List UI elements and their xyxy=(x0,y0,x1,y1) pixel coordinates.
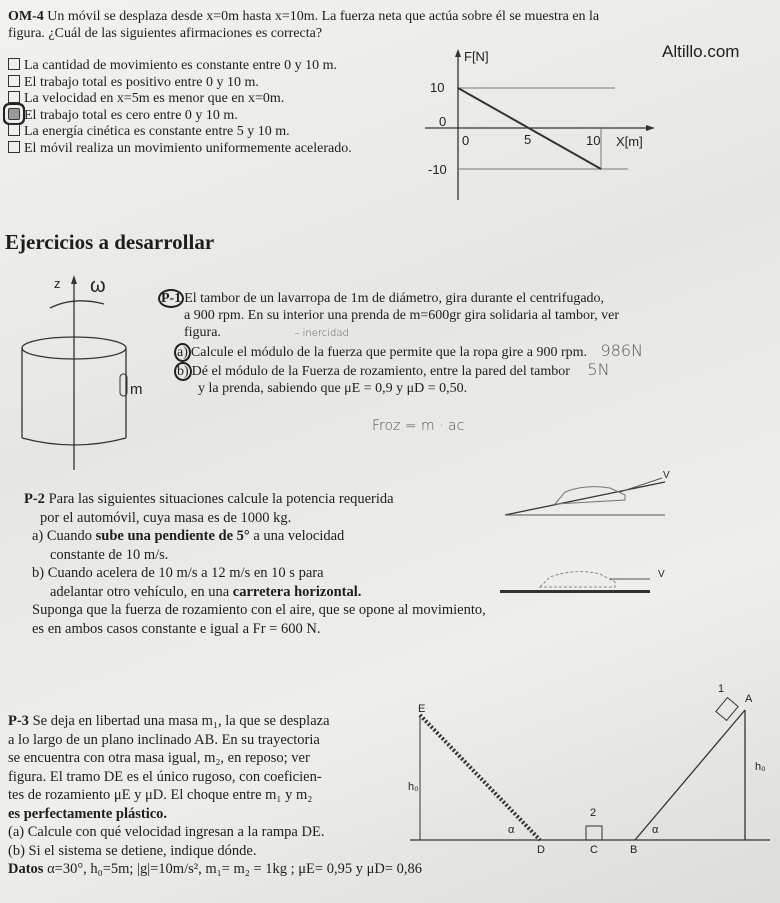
z-label: z xyxy=(54,276,61,291)
omega-label: ω xyxy=(90,275,106,297)
velocity-label: V xyxy=(663,470,670,481)
z-arrow-icon xyxy=(71,275,77,284)
x-label: X[m] xyxy=(616,134,643,149)
p2-text xyxy=(24,490,486,638)
checkbox[interactable] xyxy=(8,141,20,153)
option-text: El móvil realiza un movimiento uniformemente acelerado. xyxy=(24,140,352,156)
label-1: 1 xyxy=(718,683,725,695)
p2-a-pre: a) Cuando xyxy=(32,528,96,544)
p3-question-a: (a) Calcule con qué velocidad ingresan a la rampa DE. xyxy=(8,824,325,840)
option-3[interactable] xyxy=(8,91,352,108)
x-arrow-icon xyxy=(646,125,655,131)
ytick: 10 xyxy=(430,80,445,95)
ramp-figure xyxy=(400,680,775,855)
ytick: -10 xyxy=(428,162,447,177)
checkbox[interactable] xyxy=(8,124,20,136)
option-text: La velocidad en x=5m es menor que en x=0m. xyxy=(24,91,285,106)
checkbox[interactable] xyxy=(8,75,20,87)
label-h0: h₀ xyxy=(755,761,766,773)
p2-label: P-2 xyxy=(24,491,45,507)
label-2: 2 xyxy=(590,807,597,819)
rotation-arrow-icon xyxy=(50,301,104,308)
label-alpha: α xyxy=(508,824,515,836)
p2-b-pre: adelantar otro vehículo, en una xyxy=(50,583,233,600)
drum-figure xyxy=(10,270,160,480)
option-2[interactable] xyxy=(8,75,352,92)
option-text: La cantidad de movimiento es constante entre 0 y 10 m. xyxy=(24,58,337,73)
p3-bold-line: es perfectamente plástico. xyxy=(8,805,168,822)
label-alpha: α xyxy=(652,824,659,836)
p2-note: Suponga que la fuerza de rozamiento con el aire, que se opone al movimiento, xyxy=(32,602,486,618)
option-1[interactable] xyxy=(8,58,352,75)
option-text: La energía cinética es constante entre 5 y 10 m. xyxy=(24,124,290,139)
ytick: 0 xyxy=(439,114,447,129)
checkbox-circled[interactable] xyxy=(8,108,20,120)
om4-options xyxy=(8,58,352,157)
p2-line: Para las siguientes situaciones calcule la potencia requerida xyxy=(48,491,394,507)
rough-ramp-DE xyxy=(420,715,540,840)
section-title: Ejercicios a desarrollar xyxy=(5,230,215,254)
y-label: F[N] xyxy=(464,49,489,64)
label-h0: h₀ xyxy=(408,781,419,793)
p3-line: Se deja en libertad una masa m₁, la que se desplaza xyxy=(32,713,330,729)
checkbox[interactable] xyxy=(8,91,20,103)
p3-text xyxy=(8,712,422,879)
p1-text xyxy=(158,290,643,397)
velocity-label: V xyxy=(658,569,665,580)
p1-line: El tambor de un lavarropa de 1m de diámetro, gira durante el centrifugado, xyxy=(184,291,605,306)
p1-a-label: a) xyxy=(174,343,191,362)
p3-data: α=30°, h₀=5m; |g|=10m/s², m₁= m₂ = 1kg ; μE= 0,95 y μD= 0,86 xyxy=(43,861,423,877)
mass-2 xyxy=(586,826,602,840)
p2-line: por el automóvil, cuya masa es de 1000 kg. xyxy=(40,509,292,526)
om4-label: OM-4 xyxy=(8,9,44,24)
handwritten-answer-a: 986N xyxy=(600,341,644,360)
handwritten-note: – inercidad xyxy=(294,328,349,339)
p2-a-post: a una velocidad xyxy=(249,528,345,544)
y-arrow-icon xyxy=(455,49,461,57)
watermark: Altillo.com xyxy=(662,42,740,61)
label-C: C xyxy=(590,844,598,855)
mass-label: m xyxy=(130,381,143,398)
p2-a-bold: sube una pendiente de 5° xyxy=(95,528,250,544)
p2-b-line1: b) Cuando acelera de 10 m/s a 12 m/s en 10 s para xyxy=(32,565,324,581)
p3-data-label: Datos xyxy=(8,861,44,877)
p2-a-line2: constante de 10 m/s. xyxy=(50,546,169,563)
p1-a-text: Calcule el módulo de la fuerza que permite que la ropa gire a 900 rpm. xyxy=(190,345,588,360)
p1-line: figura. xyxy=(184,325,221,340)
p3-question-b: (b) Si el sistema se detiene, indique dónde. xyxy=(8,842,257,859)
label-E: E xyxy=(418,703,426,715)
car-figures xyxy=(500,462,690,602)
option-text: El trabajo total es positivo entre 0 y 10 m. xyxy=(24,74,259,90)
xtick: 5 xyxy=(524,132,532,147)
p1-b-text: y la prenda, sabiendo que μE = 0,9 y μD = 0,50. xyxy=(198,381,468,396)
option-6[interactable] xyxy=(8,141,352,158)
mass-1 xyxy=(716,698,738,721)
ramp-AB xyxy=(635,710,745,840)
om4-question-line2: figura. ¿Cuál de las siguientes afirmaciones es correcta? xyxy=(8,26,323,41)
p3-label: P-3 xyxy=(8,713,29,729)
force-graph xyxy=(420,45,670,205)
handwritten-formula: Froz = m · ac xyxy=(372,418,465,434)
option-text: El trabajo total es cero entre 0 y 10 m. xyxy=(24,107,238,123)
om4-question-line1: Un móvil se desplaza desde x=0m hasta x=10m. La fuerza neta que actúa sobre él se muestra en la xyxy=(47,9,600,24)
option-4-selected[interactable] xyxy=(8,108,352,125)
p3-line: se encuentra con otra masa igual, m₂, en reposo; ver xyxy=(8,750,310,766)
label-B: B xyxy=(630,844,638,855)
label-D: D xyxy=(537,844,545,855)
checkbox[interactable] xyxy=(8,58,20,70)
p1-label: P-1 xyxy=(158,289,184,308)
p1-line: a 900 rpm. En su interior una prenda de m=600gr gira solidaria al tambor, ver xyxy=(184,308,619,323)
p3-line: tes de rozamiento μE y μD. El choque entre m₁ y m₂ xyxy=(8,787,313,803)
option-5[interactable] xyxy=(8,124,352,141)
p3-line: a lo largo de un plano inclinado AB. En su trayectoria xyxy=(8,731,320,748)
handwritten-answer-b: 5N xyxy=(587,360,610,379)
p1-b-label: b) xyxy=(174,362,192,381)
xtick: 0 xyxy=(462,133,470,148)
p3-line: figura. El tramo DE es el único rugoso, con coeficien- xyxy=(8,768,322,785)
p2-note: es en ambos casos constante e igual a Fr = 600 N. xyxy=(32,620,321,637)
p2-b-bold: carretera horizontal. xyxy=(232,583,362,600)
om4-question xyxy=(8,8,599,42)
label-A: A xyxy=(745,693,753,705)
p1-b-text: Dé el módulo de la Fuerza de rozamiento, entre la pared del tambor xyxy=(191,364,570,379)
xtick: 10 xyxy=(586,133,601,148)
